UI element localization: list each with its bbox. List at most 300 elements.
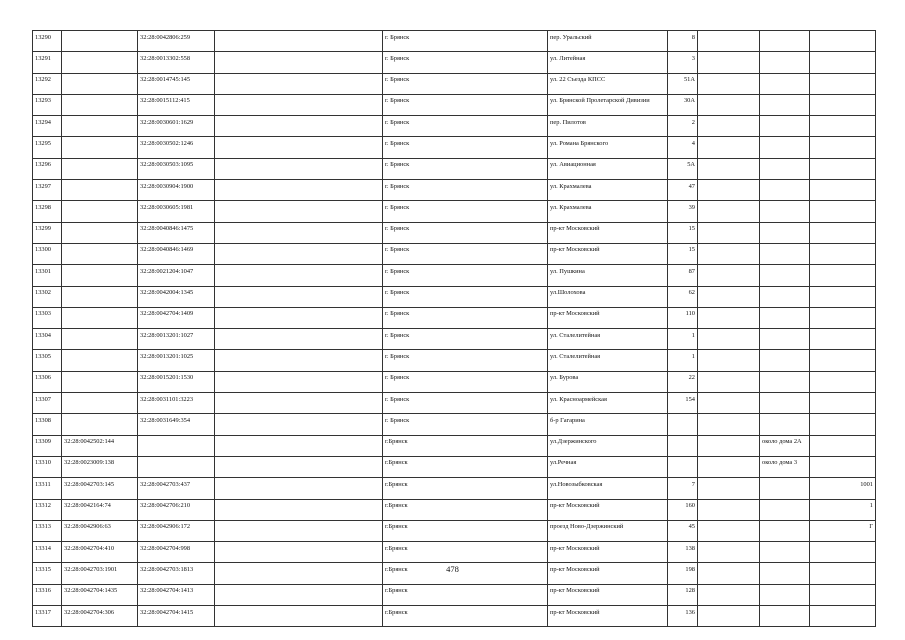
building-cadastral-cell: 32:28:0031101:3223: [138, 393, 215, 414]
city-cell: г. Брянск: [383, 350, 548, 371]
city-cell: г. Брянск: [383, 73, 548, 94]
blank-cell: [215, 456, 383, 477]
street-cell: ул. Красноармейская: [548, 393, 668, 414]
extra-cell: [810, 307, 876, 328]
row-number-cell: 13295: [33, 137, 62, 158]
blank-cell: [215, 478, 383, 499]
location-note-cell: [760, 307, 810, 328]
city-cell: г.Брянск: [383, 435, 548, 456]
building-cadastral-cell: [138, 435, 215, 456]
location-note-cell: [760, 286, 810, 307]
row-number-cell: 13313: [33, 520, 62, 541]
extra-cell: [810, 393, 876, 414]
row-number-cell: 13297: [33, 180, 62, 201]
extra-cell: [810, 52, 876, 73]
table-row: [33, 158, 876, 179]
location-note-cell: [760, 94, 810, 115]
house-number-cell: 39: [668, 201, 698, 222]
extra-cell: 1: [810, 499, 876, 520]
city-cell: г. Брянск: [383, 243, 548, 264]
blank-cell: [698, 265, 760, 286]
extra-cell: [810, 435, 876, 456]
extra-cell: [810, 94, 876, 115]
blank-cell: [215, 371, 383, 392]
location-note-cell: [760, 180, 810, 201]
blank-cell: [215, 73, 383, 94]
house-number-cell: 198: [668, 563, 698, 584]
location-note-cell: [760, 329, 810, 350]
city-cell: г.Брянск: [383, 563, 548, 584]
cadastral-number-cell: 32:28:0042703:145: [62, 478, 138, 499]
row-number-cell: 13301: [33, 265, 62, 286]
street-cell: пр-кт Московский: [548, 499, 668, 520]
city-cell: г.Брянск: [383, 499, 548, 520]
cadastral-number-cell: [62, 265, 138, 286]
blank-cell: [698, 606, 760, 627]
street-cell: пр-кт Московский: [548, 222, 668, 243]
house-number-cell: 160: [668, 499, 698, 520]
street-cell: ул. Бурова: [548, 371, 668, 392]
location-note-cell: [760, 52, 810, 73]
city-cell: г.Брянск: [383, 456, 548, 477]
row-number-cell: 13314: [33, 542, 62, 563]
street-cell: ул.Речная: [548, 456, 668, 477]
house-number-cell: 3: [668, 52, 698, 73]
house-number-cell: 45: [668, 520, 698, 541]
blank-cell: [698, 52, 760, 73]
blank-cell: [215, 180, 383, 201]
house-number-cell: [668, 435, 698, 456]
location-note-cell: [760, 393, 810, 414]
row-number-cell: 13305: [33, 350, 62, 371]
street-cell: пр-кт Московский: [548, 243, 668, 264]
extra-cell: [810, 329, 876, 350]
extra-cell: Г: [810, 520, 876, 541]
city-cell: г. Брянск: [383, 137, 548, 158]
house-number-cell: 15: [668, 222, 698, 243]
street-cell: ул. Брянской Пролетарской Дивизии: [548, 94, 668, 115]
location-note-cell: [760, 243, 810, 264]
cadastral-number-cell: 32:28:0042906:63: [62, 520, 138, 541]
table-row: [33, 137, 876, 158]
table-row: [33, 414, 876, 435]
cadastral-number-cell: [62, 31, 138, 52]
city-cell: г. Брянск: [383, 414, 548, 435]
table-row: [33, 265, 876, 286]
blank-cell: [698, 201, 760, 222]
cadastral-number-cell: [62, 158, 138, 179]
location-note-cell: [760, 414, 810, 435]
cadastral-number-cell: 32:28:0023009:138: [62, 456, 138, 477]
city-cell: г. Брянск: [383, 307, 548, 328]
extra-cell: [810, 180, 876, 201]
location-note-cell: [760, 542, 810, 563]
extra-cell: [810, 243, 876, 264]
blank-cell: [698, 435, 760, 456]
blank-cell: [698, 371, 760, 392]
blank-cell: [698, 31, 760, 52]
location-note-cell: [760, 201, 810, 222]
cadastral-number-cell: [62, 180, 138, 201]
cadastral-number-cell: [62, 286, 138, 307]
blank-cell: [698, 286, 760, 307]
location-note-cell: [760, 137, 810, 158]
blank-cell: [215, 222, 383, 243]
house-number-cell: 136: [668, 606, 698, 627]
city-cell: г. Брянск: [383, 201, 548, 222]
location-note-cell: около дома 3: [760, 456, 810, 477]
street-cell: ул. Крахмалева: [548, 201, 668, 222]
blank-cell: [698, 414, 760, 435]
blank-cell: [215, 286, 383, 307]
cadastral-number-cell: 32:28:0042704:1435: [62, 584, 138, 605]
street-cell: ул.Новозыбковская: [548, 478, 668, 499]
extra-cell: [810, 606, 876, 627]
cadastral-number-cell: 32:28:0042703:1901: [62, 563, 138, 584]
cadastral-number-cell: [62, 371, 138, 392]
row-number-cell: 13304: [33, 329, 62, 350]
house-number-cell: 138: [668, 542, 698, 563]
house-number-cell: 1: [668, 329, 698, 350]
city-cell: г.Брянск: [383, 584, 548, 605]
blank-cell: [698, 478, 760, 499]
building-cadastral-cell: 32:28:0030605:1981: [138, 201, 215, 222]
extra-cell: [810, 542, 876, 563]
blank-cell: [698, 158, 760, 179]
page-number: 478: [446, 564, 459, 574]
house-number-cell: 8: [668, 31, 698, 52]
street-cell: ул. Сталелитейная: [548, 329, 668, 350]
street-cell: пр-кт Московский: [548, 606, 668, 627]
row-number-cell: 13307: [33, 393, 62, 414]
row-number-cell: 13311: [33, 478, 62, 499]
city-cell: г. Брянск: [383, 180, 548, 201]
building-cadastral-cell: 32:28:0030904:1900: [138, 180, 215, 201]
table-row: [33, 606, 876, 627]
cadastral-number-cell: [62, 52, 138, 73]
row-number-cell: 13292: [33, 73, 62, 94]
table-row: [33, 478, 876, 499]
location-note-cell: [760, 116, 810, 137]
city-cell: г. Брянск: [383, 265, 548, 286]
blank-cell: [698, 137, 760, 158]
building-cadastral-cell: 32:28:0042704:998: [138, 542, 215, 563]
blank-cell: [215, 329, 383, 350]
blank-cell: [215, 307, 383, 328]
building-cadastral-cell: 32:28:0042704:1413: [138, 584, 215, 605]
table-row: [33, 52, 876, 73]
row-number-cell: 13296: [33, 158, 62, 179]
cadastral-number-cell: [62, 222, 138, 243]
house-number-cell: 5А: [668, 158, 698, 179]
extra-cell: [810, 584, 876, 605]
extra-cell: [810, 265, 876, 286]
location-note-cell: [760, 158, 810, 179]
cadastral-number-cell: [62, 137, 138, 158]
street-cell: пр-кт Московский: [548, 584, 668, 605]
city-cell: г. Брянск: [383, 31, 548, 52]
street-cell: пер. Уральский: [548, 31, 668, 52]
building-cadastral-cell: 32:28:0042704:1409: [138, 307, 215, 328]
blank-cell: [215, 542, 383, 563]
house-number-cell: 154: [668, 393, 698, 414]
location-note-cell: [760, 606, 810, 627]
blank-cell: [215, 499, 383, 520]
street-cell: б-р Гагарина: [548, 414, 668, 435]
city-cell: г. Брянск: [383, 222, 548, 243]
building-cadastral-cell: 32:28:0015112:415: [138, 94, 215, 115]
blank-cell: [698, 393, 760, 414]
street-cell: пр-кт Московский: [548, 563, 668, 584]
house-number-cell: 4: [668, 137, 698, 158]
blank-cell: [215, 520, 383, 541]
street-cell: ул.Шолохова: [548, 286, 668, 307]
row-number-cell: 13308: [33, 414, 62, 435]
house-number-cell: 15: [668, 243, 698, 264]
street-cell: ул. Сталелитейная: [548, 350, 668, 371]
street-cell: ул. Литейная: [548, 52, 668, 73]
location-note-cell: [760, 478, 810, 499]
location-note-cell: около дома 2А: [760, 435, 810, 456]
blank-cell: [215, 158, 383, 179]
row-number-cell: 13315: [33, 563, 62, 584]
row-number-cell: 13306: [33, 371, 62, 392]
house-number-cell: 110: [668, 307, 698, 328]
blank-cell: [215, 606, 383, 627]
building-cadastral-cell: 32:28:0030601:1629: [138, 116, 215, 137]
blank-cell: [698, 542, 760, 563]
row-number-cell: 13291: [33, 52, 62, 73]
blank-cell: [698, 243, 760, 264]
house-number-cell: 47: [668, 180, 698, 201]
table-row: [33, 243, 876, 264]
table-row: [33, 329, 876, 350]
table-row: [33, 499, 876, 520]
house-number-cell: 51А: [668, 73, 698, 94]
street-cell: ул. Пушкина: [548, 265, 668, 286]
table-row: [33, 180, 876, 201]
city-cell: г. Брянск: [383, 52, 548, 73]
building-cadastral-cell: 32:28:0031649:354: [138, 414, 215, 435]
location-note-cell: [760, 520, 810, 541]
street-cell: проезд Ново-Дзержинский: [548, 520, 668, 541]
extra-cell: [810, 137, 876, 158]
cadastral-number-cell: [62, 73, 138, 94]
building-cadastral-cell: 32:28:0042703:437: [138, 478, 215, 499]
house-number-cell: 1: [668, 350, 698, 371]
table-row: [33, 456, 876, 477]
row-number-cell: 13298: [33, 201, 62, 222]
city-cell: г.Брянск: [383, 606, 548, 627]
table-row: [33, 584, 876, 605]
cadastral-number-cell: [62, 350, 138, 371]
row-number-cell: 13317: [33, 606, 62, 627]
house-number-cell: [668, 414, 698, 435]
building-cadastral-cell: 32:28:0042704:1415: [138, 606, 215, 627]
location-note-cell: [760, 371, 810, 392]
extra-cell: [810, 350, 876, 371]
cadastral-number-cell: [62, 243, 138, 264]
city-cell: г. Брянск: [383, 94, 548, 115]
extra-cell: [810, 414, 876, 435]
city-cell: г. Брянск: [383, 158, 548, 179]
cadastral-number-cell: [62, 116, 138, 137]
building-cadastral-cell: 32:28:0040846:1469: [138, 243, 215, 264]
street-cell: пр-кт Московский: [548, 307, 668, 328]
location-note-cell: [760, 73, 810, 94]
extra-cell: [810, 371, 876, 392]
house-number-cell: 30А: [668, 94, 698, 115]
blank-cell: [215, 94, 383, 115]
location-note-cell: [760, 265, 810, 286]
cadastral-number-cell: [62, 201, 138, 222]
table-row: [33, 435, 876, 456]
row-number-cell: 13302: [33, 286, 62, 307]
cadastral-number-cell: 32:28:0042164:74: [62, 499, 138, 520]
table-row: [33, 116, 876, 137]
city-cell: г.Брянск: [383, 478, 548, 499]
cadastral-number-cell: [62, 329, 138, 350]
cadastral-number-cell: 32:28:0042704:410: [62, 542, 138, 563]
cadastral-number-cell: 32:28:0042704:306: [62, 606, 138, 627]
location-note-cell: [760, 499, 810, 520]
blank-cell: [215, 435, 383, 456]
city-cell: г. Брянск: [383, 116, 548, 137]
location-note-cell: [760, 31, 810, 52]
blank-cell: [698, 94, 760, 115]
street-cell: пр-кт Московский: [548, 542, 668, 563]
extra-cell: 1001: [810, 478, 876, 499]
row-number-cell: 13303: [33, 307, 62, 328]
building-cadastral-cell: 32:28:0040846:1475: [138, 222, 215, 243]
city-cell: г.Брянск: [383, 542, 548, 563]
blank-cell: [215, 265, 383, 286]
house-number-cell: 62: [668, 286, 698, 307]
blank-cell: [215, 414, 383, 435]
building-cadastral-cell: 32:28:0042004:1345: [138, 286, 215, 307]
table-row: [33, 201, 876, 222]
extra-cell: [810, 73, 876, 94]
street-cell: ул.Дзержинского: [548, 435, 668, 456]
house-number-cell: 2: [668, 116, 698, 137]
table-row: [33, 393, 876, 414]
location-note-cell: [760, 222, 810, 243]
table-row: [33, 31, 876, 52]
building-cadastral-cell: 32:28:0042806:259: [138, 31, 215, 52]
cadastral-number-cell: [62, 307, 138, 328]
blank-cell: [698, 307, 760, 328]
cadastral-number-cell: [62, 414, 138, 435]
table-row: [33, 371, 876, 392]
blank-cell: [215, 584, 383, 605]
street-cell: ул. 22 Съезда КПСС: [548, 73, 668, 94]
row-number-cell: 13310: [33, 456, 62, 477]
building-cadastral-cell: 32:28:0013201:1025: [138, 350, 215, 371]
table-row: [33, 73, 876, 94]
building-cadastral-cell: 32:28:0013302:558: [138, 52, 215, 73]
row-number-cell: 13290: [33, 31, 62, 52]
house-number-cell: [668, 456, 698, 477]
street-cell: ул. Романа Брянского: [548, 137, 668, 158]
city-cell: г. Брянск: [383, 371, 548, 392]
street-cell: ул. Крахмалева: [548, 180, 668, 201]
row-number-cell: 13293: [33, 94, 62, 115]
blank-cell: [698, 456, 760, 477]
building-cadastral-cell: 32:28:0042703:1813: [138, 563, 215, 584]
row-number-cell: 13312: [33, 499, 62, 520]
table-row: [33, 542, 876, 563]
table-row: [33, 520, 876, 541]
extra-cell: [810, 116, 876, 137]
blank-cell: [215, 52, 383, 73]
registry-rows: [33, 31, 876, 627]
table-row: [33, 94, 876, 115]
row-number-cell: 13300: [33, 243, 62, 264]
blank-cell: [698, 520, 760, 541]
extra-cell: [810, 158, 876, 179]
house-number-cell: 7: [668, 478, 698, 499]
location-note-cell: [760, 584, 810, 605]
street-cell: пер. Пилотов: [548, 116, 668, 137]
registry-table: [32, 30, 876, 627]
cadastral-number-cell: 32:28:0042502:144: [62, 435, 138, 456]
building-cadastral-cell: 32:28:0030502:1246: [138, 137, 215, 158]
blank-cell: [215, 243, 383, 264]
building-cadastral-cell: 32:28:0042906:172: [138, 520, 215, 541]
building-cadastral-cell: 32:28:0013201:1027: [138, 329, 215, 350]
street-cell: ул. Авиационная: [548, 158, 668, 179]
blank-cell: [215, 116, 383, 137]
city-cell: г. Брянск: [383, 329, 548, 350]
table-row: [33, 307, 876, 328]
house-number-cell: 128: [668, 584, 698, 605]
table-row: [33, 222, 876, 243]
row-number-cell: 13299: [33, 222, 62, 243]
city-cell: г. Брянск: [383, 286, 548, 307]
location-note-cell: [760, 350, 810, 371]
blank-cell: [698, 584, 760, 605]
blank-cell: [698, 180, 760, 201]
extra-cell: [810, 456, 876, 477]
blank-cell: [698, 116, 760, 137]
building-cadastral-cell: [138, 456, 215, 477]
building-cadastral-cell: 32:28:0015201:1530: [138, 371, 215, 392]
blank-cell: [215, 137, 383, 158]
house-number-cell: 87: [668, 265, 698, 286]
table-row: [33, 286, 876, 307]
cadastral-number-cell: [62, 94, 138, 115]
extra-cell: [810, 222, 876, 243]
row-number-cell: 13316: [33, 584, 62, 605]
cadastral-number-cell: [62, 393, 138, 414]
city-cell: г.Брянск: [383, 520, 548, 541]
row-number-cell: 13294: [33, 116, 62, 137]
row-number-cell: 13309: [33, 435, 62, 456]
blank-cell: [698, 73, 760, 94]
blank-cell: [698, 499, 760, 520]
blank-cell: [215, 393, 383, 414]
extra-cell: [810, 201, 876, 222]
blank-cell: [215, 350, 383, 371]
blank-cell: [698, 222, 760, 243]
extra-cell: [810, 286, 876, 307]
blank-cell: [698, 350, 760, 371]
table-row: [33, 350, 876, 371]
building-cadastral-cell: 32:28:0030503:1095: [138, 158, 215, 179]
building-cadastral-cell: 32:28:0014745:145: [138, 73, 215, 94]
building-cadastral-cell: 32:28:0021204:1047: [138, 265, 215, 286]
blank-cell: [698, 329, 760, 350]
